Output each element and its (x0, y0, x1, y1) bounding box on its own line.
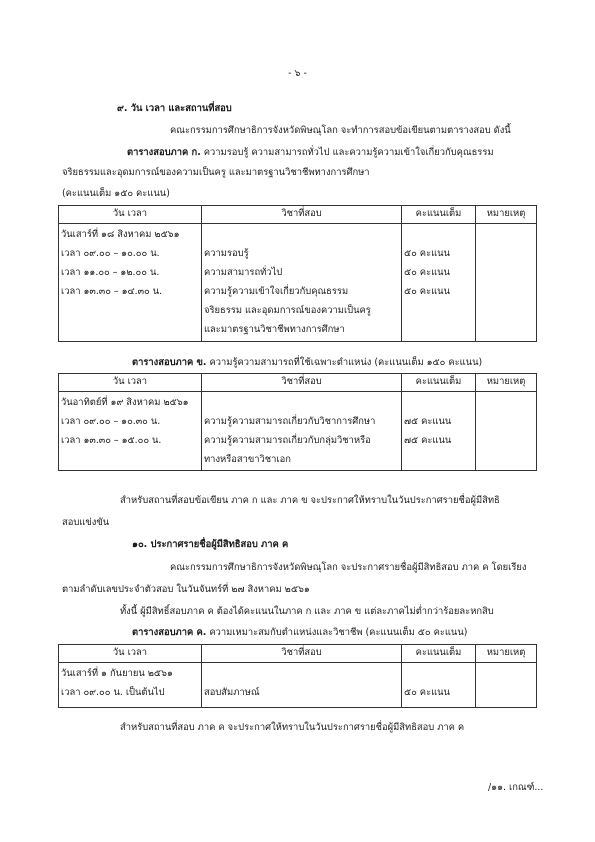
date-cell (59, 224, 202, 342)
exam-date: วันเสาร์ที่ ๑๘ สิงหาคม ๒๕๖๑ (61, 229, 180, 240)
exam-date: วันอาทิตย์ที่ ๑๙ สิงหาคม ๒๕๖๑ (61, 397, 189, 408)
exam-time: เวลา ๐๙.๐๐ – ๑๐.๓๐ น. (61, 416, 161, 427)
table-b-title-rest: ความรู้ความสามารถที่ใช้เฉพาะตำแหน่ง (คะแนนเต็ม ๑๕๐ คะแนน) (206, 357, 483, 368)
exam-score: ๗๕ คะแนน (404, 416, 452, 427)
exam-subject: ความรู้ความสามารถเกี่ยวกับวิชาการศึกษา (204, 416, 376, 427)
score-cell (402, 224, 476, 342)
header-date: วัน เวลา (59, 374, 202, 392)
table-c-title (132, 625, 467, 640)
table-a-title-line2: จริยธรรมและอุดมการณ์ของความเป็นครู และมาตรฐานวิชาชีพทางการศึกษา (62, 167, 370, 178)
page-number: - ๖ - (288, 68, 307, 79)
date-cell (59, 663, 202, 708)
subject-cell (202, 392, 402, 471)
exam-table-a (58, 205, 537, 342)
header-remark: หมายเหตุ (476, 645, 537, 663)
header-subject: วิชาที่สอบ (202, 374, 402, 392)
exam-time: เวลา ๑๑.๐๐ – ๑๒.๐๐ น. (61, 267, 160, 278)
exam-subject: ความรู้ความสามารถเกี่ยวกับกลุ่มวิชาหรือ (204, 435, 371, 446)
table-a-title-rest: ความรอบรู้ ความสามารถทั่วไป และความรู้ความเข้าใจเกี่ยวกับคุณธรรม (200, 147, 494, 158)
exam-time: เวลา ๐๙.๐๐ น. เป็นต้นไป (61, 687, 165, 698)
header-remark: หมายเหตุ (476, 206, 537, 224)
table-header-row (59, 374, 537, 392)
header-score: คะแนนเต็ม (402, 374, 476, 392)
section-10-para-3: ทั้งนี้ ผู้มีสิทธิ์สอบภาค ค ต้องได้คะแนนในภาค ก และ ภาค ข แต่ละภาคไม่ต่ำกว่าร้อยละหกสิบ (120, 606, 494, 617)
exam-subject: และมาตรฐานวิชาชีพทางการศึกษา (204, 324, 345, 335)
header-score: คะแนนเต็ม (402, 206, 476, 224)
subject-cell (202, 224, 402, 342)
section-10-heading: ๑๐. ประกาศรายชื่อผู้มีสิทธิสอบ ภาค ค (132, 539, 289, 550)
table-row (59, 224, 537, 342)
subject-cell (202, 663, 402, 708)
exam-score: ๗๕ คะแนน (404, 435, 452, 446)
header-subject: วิชาที่สอบ (202, 206, 402, 224)
header-subject: วิชาที่สอบ (202, 645, 402, 663)
exam-subject: สอบสัมภาษณ์ (204, 687, 260, 698)
date-cell (59, 392, 202, 471)
exam-time: เวลา ๑๓.๓๐ – ๑๕.๐๐ น. (61, 435, 162, 446)
header-date: วัน เวลา (59, 206, 202, 224)
section-10-para-2: ตามลำดับเลขประจำตัวสอบ ในวันจันทร์ที่ ๒๗ สิงหาคม ๒๕๖๑ (62, 584, 310, 595)
header-remark: หมายเหตุ (476, 374, 537, 392)
remark-cell (476, 663, 537, 708)
table-row (59, 663, 537, 708)
table-c-title-rest: ความเหมาะสมกับตำแหน่งและวิชาชีพ (คะแนนเต็ม ๕๐ คะแนน) (206, 627, 468, 638)
table-a-title-bold: ตารางสอบภาค ก. (127, 147, 201, 158)
exam-time: เวลา ๑๓.๓๐ – ๑๔.๓๐ น. (61, 286, 163, 297)
exam-score: ๕๐ คะแนน (404, 687, 450, 698)
venue-note-c: สำหรับสถานที่สอบ ภาค ค จะประกาศให้ทราบในวันประกาศรายชื่อผู้มีสิทธิสอบ ภาค ค (120, 722, 465, 733)
exam-subject: ความสามารถทั่วไป (204, 267, 283, 278)
exam-subject: จริยธรรม และอุดมการณ์ของความเป็นครู (204, 305, 371, 316)
table-header-row (59, 645, 537, 663)
table-a-title (127, 145, 494, 160)
section-9-heading: ๙. วัน เวลา และสถานที่สอบ (117, 103, 232, 114)
score-cell (402, 663, 476, 708)
table-row (59, 392, 537, 471)
venue-note-ab-line2: สอบแข่งขัน (62, 517, 110, 528)
exam-subject: ความรู้ความเข้าใจเกี่ยวกับคุณธรรม (204, 286, 349, 297)
header-score: คะแนนเต็ม (402, 645, 476, 663)
exam-time: เวลา ๐๙.๐๐ – ๑๐.๐๐ น. (61, 248, 160, 259)
exam-score: ๕๐ คะแนน (404, 267, 450, 278)
remark-cell (476, 392, 537, 471)
table-header-row (59, 206, 537, 224)
table-b-title-bold: ตารางสอบภาค ข. (132, 357, 207, 368)
venue-note-ab-line1: สำหรับสถานที่สอบข้อเขียน ภาค ก และ ภาค ข จะประกาศให้ทราบในวันประกาศรายชื่อผู้มีสิทธิ (120, 495, 500, 506)
exam-date: วันเสาร์ที่ ๑ กันยายน ๒๕๖๑ (61, 668, 173, 679)
continuation-marker: /๑๑. เกณฑ์... (488, 782, 544, 793)
exam-subject: ความรอบรู้ (204, 248, 249, 259)
table-c-title-bold: ตารางสอบภาค ค. (132, 627, 207, 638)
exam-score: ๕๐ คะแนน (404, 286, 450, 297)
table-b-title (132, 355, 482, 370)
header-date: วัน เวลา (59, 645, 202, 663)
section-10-para-1: คณะกรรมการศึกษาธิการจังหวัดพิษณุโลก จะประกาศรายชื่อผู้มีสิทธิสอบ ภาค ค โดยเรียง (170, 562, 527, 573)
exam-subject: ทางหรือสาขาวิชาเอก (204, 454, 291, 465)
remark-cell (476, 224, 537, 342)
section-9-intro: คณะกรรมการศึกษาธิการจังหวัดพิษณุโลก จะทำการสอบข้อเขียนตามตารางสอบ ดังนี้ (170, 125, 511, 136)
exam-table-c (58, 644, 537, 708)
score-cell (402, 392, 476, 471)
table-a-score-note: (คะแนนเต็ม ๑๕๐ คะแนน) (62, 188, 170, 199)
exam-score: ๕๐ คะแนน (404, 248, 450, 259)
exam-table-b (58, 373, 537, 471)
